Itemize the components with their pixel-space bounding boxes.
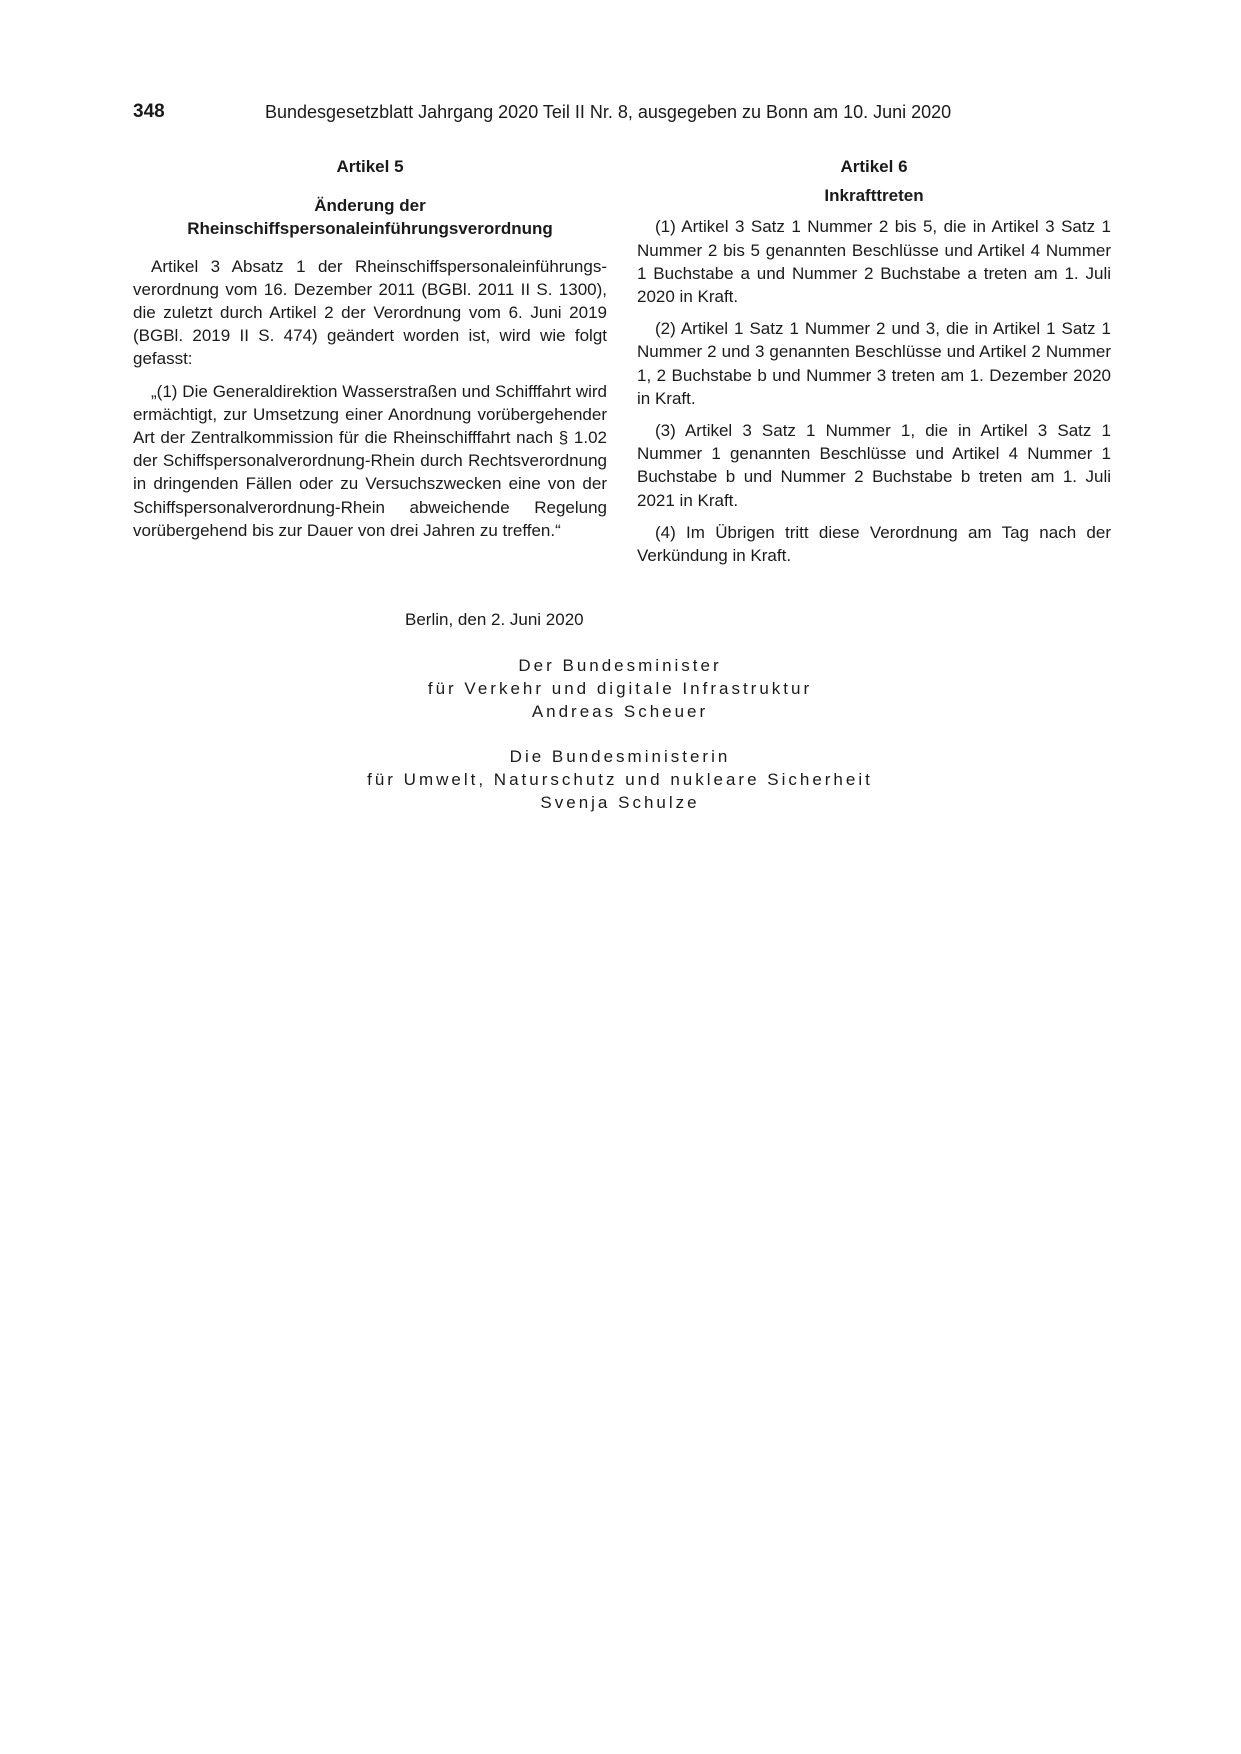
article-5-title-line1: Änderung der <box>314 196 426 216</box>
article-5-number: Artikel 5 <box>336 157 404 176</box>
article-5-title-line2: Rheinschiffspersonaleinführungsverordnung <box>187 219 553 239</box>
signature-block-transport-minister <box>133 654 1107 723</box>
signatory-name: Andreas Scheuer <box>531 702 709 721</box>
page-number: 348 <box>133 101 165 122</box>
article-6-paragraph-3: (3) Artikel 3 Satz 1 Nummer 1, die in Artikel 3 Satz 1 Nummer 1 genannten Beschlüsse und Artikel 4 Nummer 1 Buchstabe b und Nummer 2 Buchstabe b treten am 1. Juli 2021 in Kraft. <box>637 421 1111 510</box>
article-6-paragraph-1: (1) Artikel 3 Satz 1 Nummer 2 bis 5, die in Artikel 3 Satz 1 Nummer 2 bis 5 genannten Beschlüsse und Artikel 4 Nummer 1 Buchstabe a und Nummer 2 Buchstabe a treten am 1. Juli 2020 in Kraft. <box>637 217 1111 307</box>
signatory-department: für Verkehr und digitale Infrastruktur <box>427 679 813 698</box>
article-6-paragraph-2: (2) Artikel 1 Satz 1 Nummer 2 und 3, die in Artikel 1 Satz 1 Nummer 2 und 3 genannten Beschlüsse und Artikel 2 Nummer 1, 2 Buchstabe b und Nummer 3 treten am 1. Dezember 2020 in Kraft. <box>637 319 1111 408</box>
article-5-title <box>133 194 607 240</box>
running-head: Bundesgesetzblatt Jahrgang 2020 Teil II Nr. 8, ausgegeben zu Bonn am 10. Juni 2020 <box>265 102 952 122</box>
signatory-office: Die Bundesministerin <box>509 747 731 766</box>
signature-block-environment-minister <box>133 745 1107 814</box>
left-column <box>133 155 607 551</box>
article-5-paragraph: Artikel 3 Absatz 1 der Rheinschiffspersonaleinführungsverordnung vom 16. Dezember 2011 (BGBl. 2011 II S. 1300), die zuletzt durch Artikel 2 der Verordnung vom 6. Juni 2019 (BGBl. 2019 II S. 474) geändert worden ist, wird wie folgt gefasst: <box>133 256 607 369</box>
signatory-office: Der Bundesminister <box>518 656 722 675</box>
signatory-name: Svenja Schulze <box>540 793 700 812</box>
right-column <box>637 155 1111 576</box>
article-6-paragraph-4: (4) Im Übrigen tritt diese Verordnung am Tag nach der Verkündung in Kraft. <box>637 522 1111 566</box>
signatory-department: für Umwelt, Naturschutz und nukleare Sicherheit <box>367 770 873 789</box>
article-5-quoted-paragraph: „(1) Die Generaldirektion Wasserstraßen und Schifffahrt wird ermächtigt, zur Umsetzung einer Anordnung vorübergehender Art der Zentralkommission für die Rheinschifffahrt nach § 1.02 der Schiffspersonalverordnung-Rhein durch Rechtsverordnung in dringenden Fällen oder zu Versuchszwecken eine von der Schiffspersonalverordnung-Rhein abweichende Regelung vorübergehend bis zur Dauer von drei Jahren zu treffen.“ <box>133 381 607 540</box>
place-date: Berlin, den 2. Juni 2020 <box>405 610 584 629</box>
article-6-number: Artikel 6 <box>840 157 908 176</box>
article-6-title: Inkrafttreten <box>824 186 924 206</box>
